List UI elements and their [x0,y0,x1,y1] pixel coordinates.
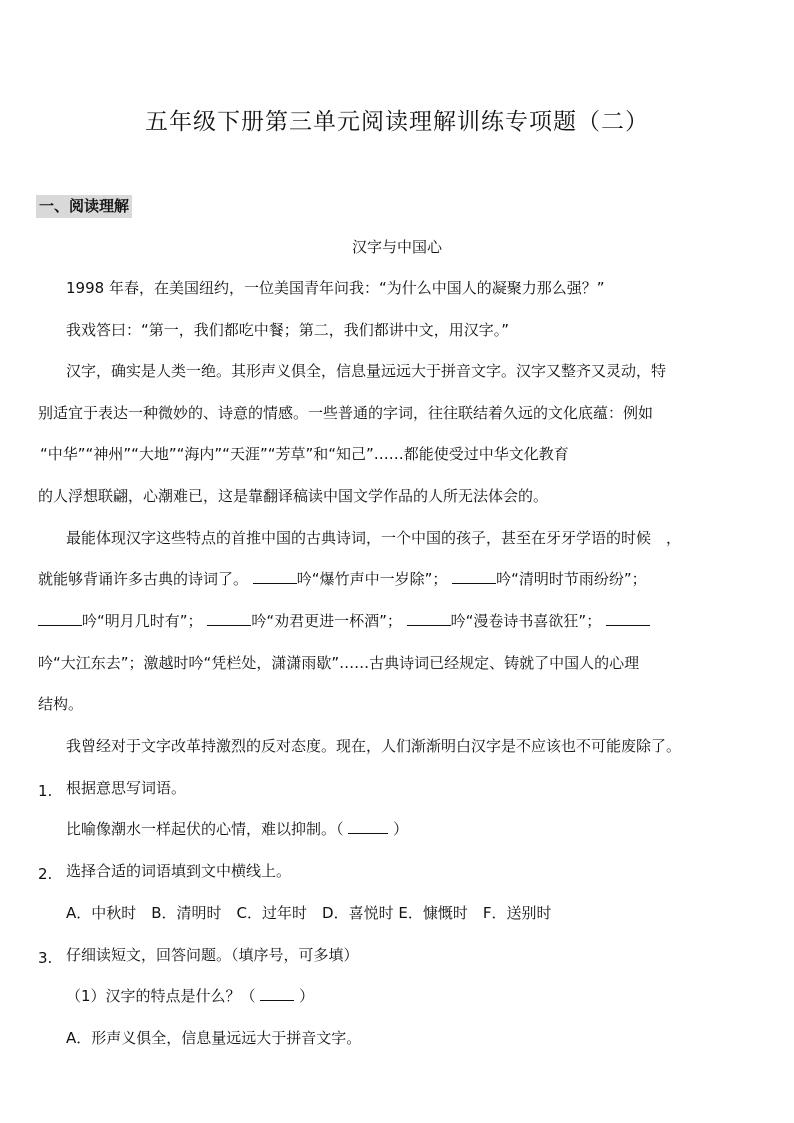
line-text: 吟“劝君更进一杯酒”； [251,612,402,630]
paragraph-3-line: 别适宜于表达一种微妙的、诗意的情感。一些普通的字词，往往联结着久远的文化底蕴：例如 [38,404,654,422]
paragraph-4-line: 吟“大江东去”；激越时吟“凭栏处，潇潇雨歇”……古典诗词已经规定、铸就了中国人的心理 [38,654,640,672]
paragraph-2: 我戏答曰：“第一，我们都吃中餐；第二，我们都讲中文，用汉字。” [66,321,510,339]
question-2-number: 2. [38,865,53,883]
answer-blank[interactable] [348,819,388,834]
question-3-subquestion [66,986,314,1006]
paragraph-4-line: 结构。 [38,695,84,713]
line-text: 吟“清明时节雨纷纷”； [496,570,647,588]
line-text: 吟“漫卷诗书喜欲狂”； [450,612,602,630]
answer-blank[interactable] [38,611,82,626]
answer-blank[interactable] [452,569,496,584]
page-title: 五年级下册第三单元阅读理解训练专项题（二） [145,109,649,135]
line-text: 吟“明月几时有”； [82,612,203,630]
paragraph-1: 1998 年春，在美国纽约，一位美国青年问我：“为什么中国人的凝聚力那么强？” [66,279,605,297]
question-1-text: 根据意思写词语。 [66,779,187,797]
answer-blank[interactable] [407,611,451,626]
line-text: （1）汉字的特点是什么？（ [66,987,256,1005]
question-1-number: 1. [38,782,53,800]
paragraph-4-line [38,611,650,631]
question-3-number: 3. [38,949,53,967]
answer-blank[interactable] [207,611,251,626]
question-3-option: A．形声义俱全，信息量远远大于拼音文字。 [66,1029,362,1047]
answer-blank[interactable] [260,986,294,1001]
line-text: ） [393,820,409,838]
answer-blank[interactable] [606,611,650,626]
answer-blank[interactable] [253,569,297,584]
paragraph-4-line [38,569,647,589]
question-2-text: 选择合适的词语填到文中横线上。 [66,862,292,880]
paragraph-3-line: 汉字，确实是人类一绝。其形声义俱全，信息量远远大于拼音文字。汉字又整齐又灵动，特 [66,362,667,380]
line-text: ） [299,987,315,1005]
paragraph-3-line: “中华”“神州”“大地”“海内”“天涯”“芳草”和“知己”……都能使受过中华文化教育 [40,445,569,463]
line-text: 吟“爆竹声中一岁除”； [296,570,448,588]
question-3-text: 仔细读短文，回答问题。（填序号，可多填） [66,946,359,964]
line-text: 就能够背诵许多古典的诗词了。 [38,570,249,588]
line-text: 比喻像潮水一样起伏的心情，难以抑制。（ [66,820,344,838]
question-2-options: A．中秋时 B．清明时 C．过年时 D．喜悦时 E．慷慨时 F．送别时 [66,904,552,922]
section-heading: 一、阅读理解 [36,195,132,218]
paragraph-4-line: 最能体现汉字这些特点的首推中国的古典诗词，一个中国的孩子，甚至在牙牙学语的时候 ， [66,529,682,547]
question-1-item [66,819,408,839]
paragraph-3-line: 的人浮想联翩，心潮难已，这是靠翻译稿读中国文学作品的人所无法体会的。 [38,487,549,505]
paragraph-5: 我曾经对于文字改革持激烈的反对态度。现在，人们渐渐明白汉字是不应该也不可能废除了。 [66,737,682,755]
article-title: 汉字与中国心 [351,238,442,256]
